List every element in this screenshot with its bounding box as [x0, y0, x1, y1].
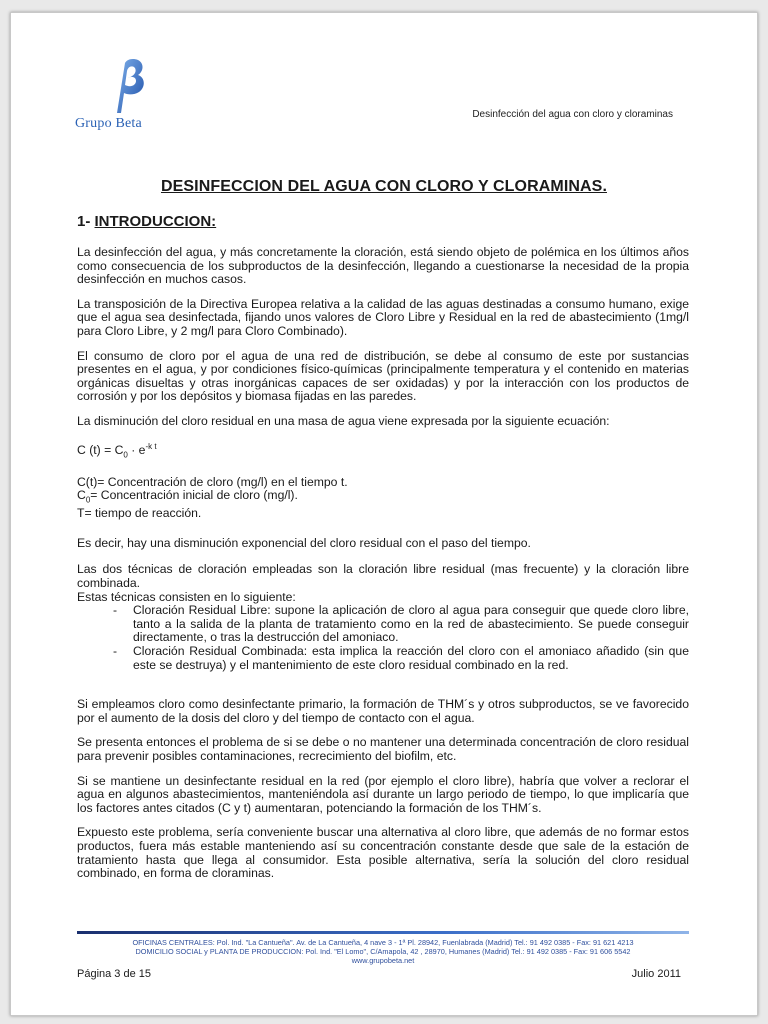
section-number: 1-: [77, 213, 91, 230]
paragraph: La desinfección del agua, y más concretamente la cloración, está siendo objeto de polémica en los últimos años como consecuencia de los subproductos de la desinfección, llegando a cuestionarse la necesidad de la propia desinfección en muchos casos.: [77, 245, 689, 287]
footer-line: OFICINAS CENTRALES: Pol. Ind. "La Cantueña". Av. de La Cantueña, 4 nave 3 - 1ª Pl. 28942, Fuenlabrada (Madrid) Tel.: 91 492 0385 - Fax: 91 621 4213: [132, 938, 634, 947]
list-item: - Cloración Residual Libre: supone la aplicación de cloro al agua para conseguir que quede cloro libre, tanto a la salida de la planta de tratamiento como en la red de abastecimiento. Se puede conseguir directamente, o tras la destrucción del amoniaco.: [77, 604, 689, 645]
paragraph: Expuesto este problema, sería conveniente buscar una alternativa al cloro libre, que además de no formar estos productos, fuera más estable manteniendo así su concentración constante desde que sale de la estación de tratamiento hasta que llega al consumidor. Esta posible alternativa, sería la solución del cloro residual combinado, en forma de cloraminas.: [77, 825, 689, 881]
logo-text: Grupo Beta: [75, 116, 142, 131]
footer-website: www.grupobeta.net: [351, 956, 415, 965]
running-header: Desinfección del agua con cloro y cloraminas: [472, 109, 673, 120]
paragraph: Es decir, hay una disminución exponencial del cloro residual con el paso del tiempo.: [77, 535, 531, 550]
page-number: Página 3 de 15: [77, 968, 152, 980]
footer-line: DOMICILIO SOCIAL y PLANTA DE PRODUCCION: Pol. Ind. "El Lomo", C/Amapola, 42 , 28970, Humanes (Madrid) Tel.: 91 492 0385 - Fax: 91 606 5542: [135, 947, 631, 956]
definition: C(t)= Concentración de cloro (mg/l) en el tiempo t.: [77, 474, 348, 489]
footer-divider: [77, 931, 689, 934]
document-page: [10, 12, 758, 1016]
decay-formula: C $(t) = C_0 \cdot e^{-k t}$: [77, 441, 157, 460]
paragraph: Se presenta entonces el problema de si se debe o no mantener una determinada concentración de cloro residual para prevenir posibles contaminaciones, recrecimiento del biofilm, etc.: [77, 735, 689, 763]
company-logo: [75, 55, 175, 139]
definition: $C_0=$ Concentración inicial de cloro (mg/l).: [77, 488, 298, 505]
beta-logo-icon: [103, 57, 149, 115]
page-title: DESINFECCION DEL AGUA CON CLORO Y CLORAMINAS.: [160, 178, 607, 195]
paragraph: La transposición de la Directiva Europea relativa a la calidad de las aguas destinadas a consumo humano, exige que el agua sea desinfectada, fijando unos valores de Cloro Libre y Residual en la red de abastecimiento (1mg/l para Cloro Libre, y 2 mg/l para Cloro Combinado).: [77, 296, 689, 338]
paragraph: Las dos técnicas de cloración empleadas son la cloración libre residual (mas frecuente) y la cloración libre combinada.: [77, 562, 689, 591]
paragraph: Estas técnicas consisten en lo siguiente:: [77, 589, 296, 604]
document-body: [77, 246, 689, 892]
paragraph: El consumo de cloro por el agua de una red de distribución, se debe al consumo de este por sustancias presentes en el agua, y por condiciones físico-químicas (principalmente temperatura y el contenido en materias orgánicas disueltas y otras inorgánicas capaces de ser oxidadas) y por la interacción con los productos de corrosión y por los depósitos y biomasa fijadas en las paredes.: [77, 348, 689, 404]
paragraph: Si se mantiene un desinfectante residual en la red (por ejemplo el cloro libre), habría que volver a reclorar el agua en algunos abastecimientos, manteniéndola así durante un largo periodo de tiempo, lo que implicaría que los factores antes citados (C y t) aumentaran, potenciando la formación de los THM´s.: [77, 773, 689, 815]
list-item: - Cloración Residual Combinada: esta implica la reacción del cloro con el amoniaco añadido (sin que este se destruya) y el mantenimiento de este cloro residual combinado en la red.: [77, 645, 689, 672]
paragraph: La disminución del cloro residual en una masa de agua viene expresada por la siguiente ecuación:: [77, 413, 610, 428]
definition: T= tiempo de reacción.: [77, 506, 202, 521]
footer-address: [77, 938, 689, 965]
footer-date: Julio 2011: [631, 968, 681, 980]
bullet-list: [77, 604, 689, 672]
section-label: INTRODUCCION:: [94, 213, 217, 230]
paragraph: Si empleamos cloro como desinfectante primario, la formación de THM´s y otros subproductos, se ve favorecido por el aumento de la dosis del cloro y del tiempo de contacto con el agua.: [77, 697, 689, 725]
section-heading: [77, 213, 216, 230]
